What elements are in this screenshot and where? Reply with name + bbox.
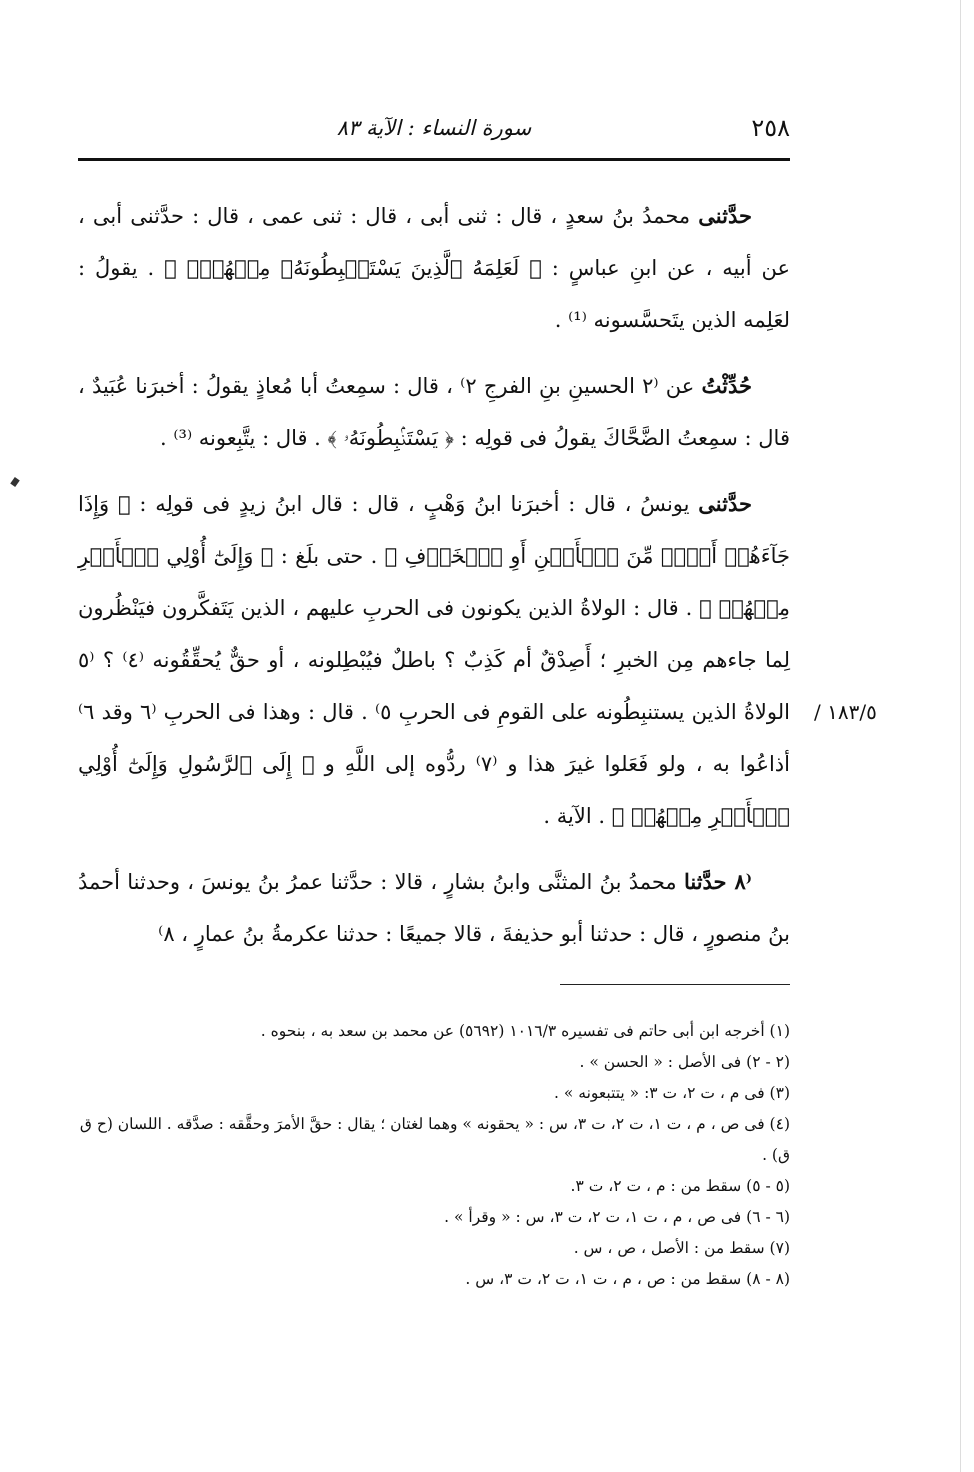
footnote-rule [560, 984, 790, 985]
footnote: (٧) سقط من : الأصل ، ص ، س . [573, 1239, 790, 1257]
header-rule [78, 158, 790, 161]
paragraph [78, 478, 790, 842]
footnote: (٥ - ٥) سقط من : م ، ت ٢، ت ٣. [570, 1177, 790, 1195]
footnote: (١) أخرجه ابن أبى حاتم فى تفسيره ١٠١٦/٣ (٥٦٩٢) عن محمد بن سعد به ، بنحوه . [260, 1022, 790, 1040]
page-number: ٢٥٨ [751, 114, 790, 142]
footnote: (٤) فى ص ، م ، ت ١، ت ٢، ت ٣، س : « يحقونه » وهما لغتان ؛ يقال : حقَّ الأمرَ وحقَّقه : صدَّقه . اللسان (ح ق ق) . [79, 1115, 790, 1164]
footnote: (٢ - ٢) فى الأصل : « الحسن » . [579, 1053, 790, 1071]
footnote: (٨ - ٨) سقط من : ص ، م ، ت ١، ت ٢، ت ٣، س . [465, 1270, 790, 1288]
footnote: (٦ - ٦) فى ص ، م ، ت ١، ت ٢، ت ٣، س : « وقرأ » . [444, 1208, 790, 1226]
margin-reference: ١٨٣/٥ / [814, 700, 877, 724]
paragraph-text: يونسُ ، قال : أخبرَنا ابنُ وَهْبٍ ، قال : قال ابنُ زيدٍ فى قولِه : ﴿ وَإِذَا جَآءَهُمۡ أَمۡرٞ مِّنَ ٱلۡأَمۡنِ أَوِ ٱلۡخَوۡفِ ﴾ . حتى بلَغ : ﴿ وَإِلَىٰٓ أُوْلِي ٱلۡأَمۡرِ مِنۡهُمۡ ﴾ . قال : الولاةُ الذين يكونون فى الحربِ عليهم ، الذين يَتَفكَّرون فيَنْظُرون لِما جاءهم مِن الخبرِ ؛ أَصِدْقٌ أم كَذِبٌ ؟ باطلٌ فيُبْطِلونه ، أو حقٌّ يُحقِّقُونه ⁽٤⁾ ؟ ⁽٥ الولاةُ الذين يستنبِطُونه على القومِ فى الحربِ ٥⁾ . قال : وهذا فى الحربِ ⁽٦ وقد ٦⁾ أذاعُوا به ، ولو فَعَلوا غيرَ هذا و ⁽٧⁾ ردُّوه إلى اللَّهِ و ﴿ إِلَى ٱلرَّسُولِ وَإِلَىٰٓ أُوْلِي ٱلۡأَمۡرِ مِنۡهُمۡ ﴾ . الآية . [78, 492, 790, 828]
stray-ink-mark [10, 477, 20, 487]
paragraph-lead: حُدِّثْتُ [701, 373, 752, 398]
paragraph-lead: ⁽٨ حدَّثنا [683, 869, 752, 894]
paragraph-text: محمدُ بنُ سعدٍ ، قال : ثنى أبى ، قال : ثنى عمى ، قال : حدَّثنى أبى ، عن أبيه ، عن ابنِ عباسٍ : ﴿ لَعَلِمَهُ ٱلَّذِينَ يَسْتَنۢبِطُونَهُۥ مِنۡهُمۡۗ ﴾ . يقولُ : لعَلِمه الذين يتَحسَّسونه ⁽¹⁾ . [78, 204, 790, 332]
paragraph-text: عن ⁽٢ الحسينِ بنِ الفرجِ ٢⁾ ، قال : سمِعتُ أبا مُعاذٍ يقولُ : أخبرَنا عُبَيدٌ ، قال : سمِعتُ الضَّحَّاكَ يقولُ فى قولِه : ﴿ يَسْتَنۢبِطُونَهُۥ ﴾ . قال : يتَّبِعونه ⁽³⁾ . [78, 374, 790, 450]
main-text [78, 190, 790, 974]
paragraph [78, 190, 790, 346]
running-title: سورة النساء : الآية ٨٣ [336, 116, 532, 140]
footnotes [78, 1016, 790, 1295]
footnote: (٣) فى م ، ت ٢، ت ٣: « يتتبعونه » . [554, 1084, 790, 1102]
page-header [78, 110, 790, 150]
paragraph-text: محمدُ بنُ المثنَّى وابنُ بشارٍ ، قالا : حدَّثنا عمرُ بنُ يونسَ ، وحدثنا أحمدُ بنُ منصورٍ ، قال : حدثنا أبو حذيفةَ ، قالا جميعًا : حدثنا عكرمةُ بنُ عمارٍ ، ٨⁾ [78, 870, 790, 946]
page-edge-line [960, 0, 961, 1472]
paragraph-lead: حدَّثنى [698, 491, 752, 516]
paragraph [78, 360, 790, 464]
paragraph-lead: حدَّثنى [698, 203, 752, 228]
paragraph [78, 856, 790, 960]
